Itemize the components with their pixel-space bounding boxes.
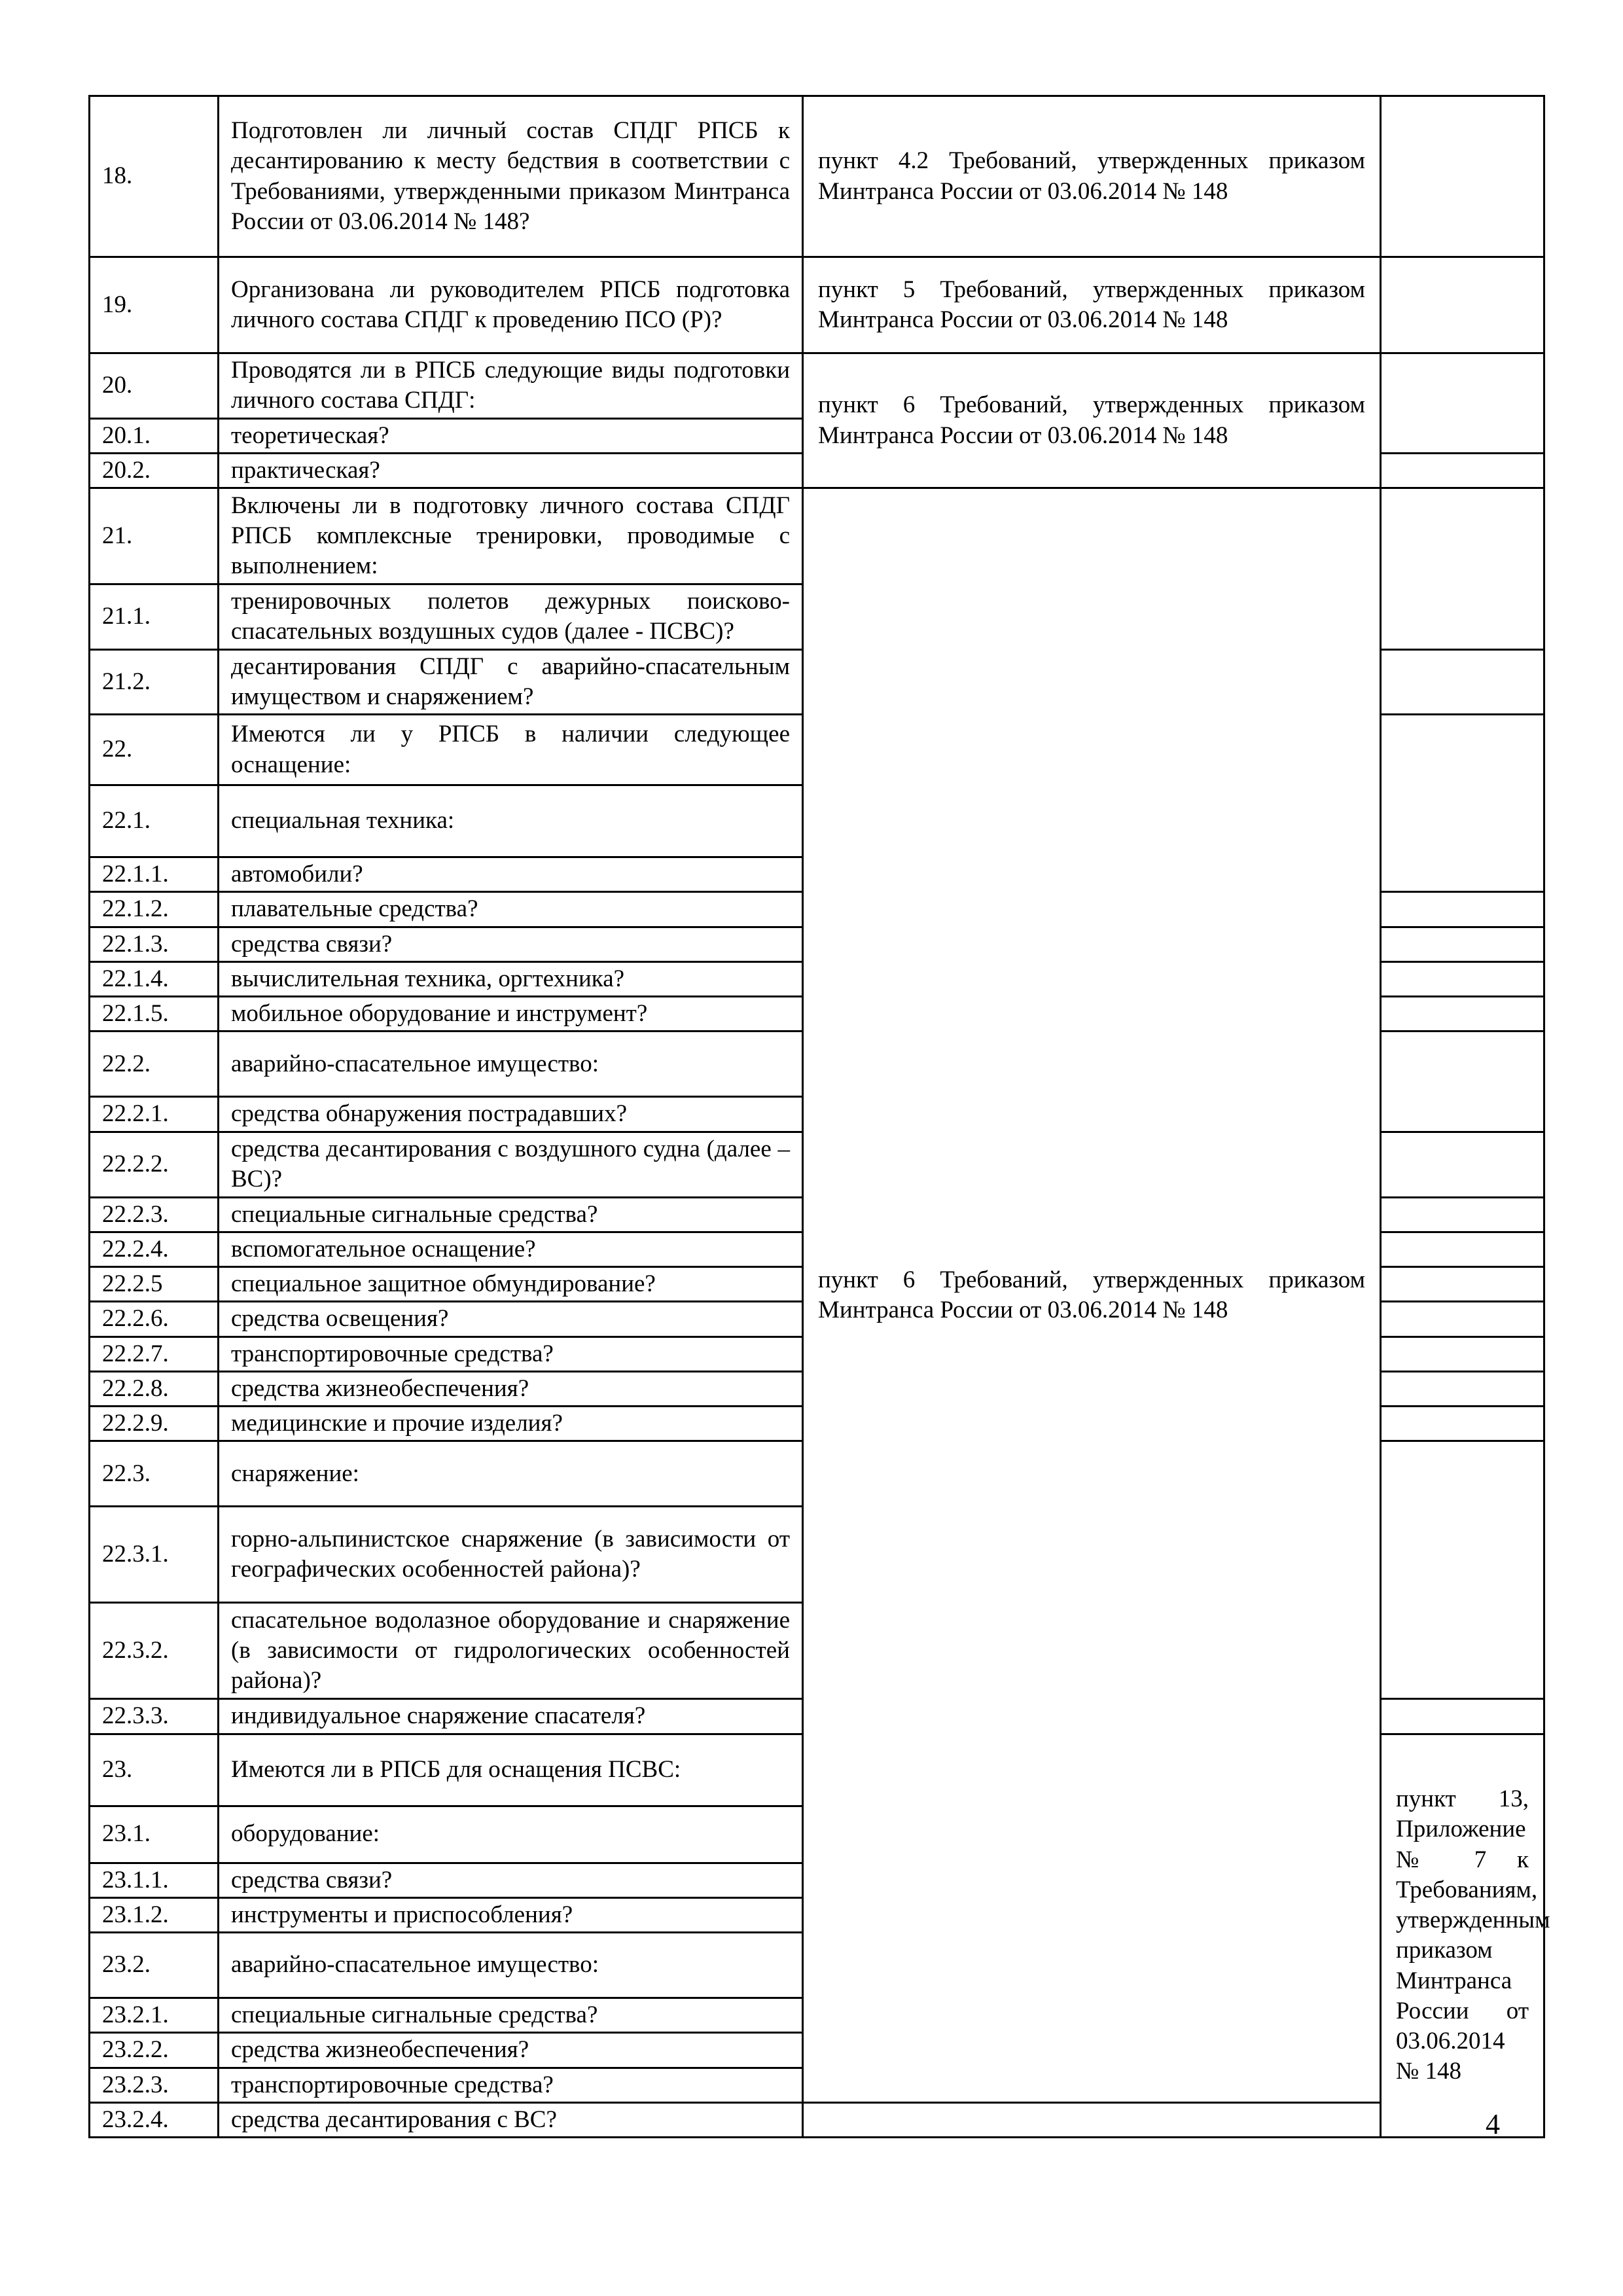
item-number: 23.2.2. xyxy=(90,2033,219,2068)
item-number: 22.3.1. xyxy=(90,1507,219,1603)
item-number: 22.1. xyxy=(90,785,219,857)
question-text: средства связи? xyxy=(219,927,803,961)
question-text: специальные сигнальные средства? xyxy=(219,1197,803,1232)
item-number: 21.1. xyxy=(90,584,219,650)
item-number: 22.2.5 xyxy=(90,1267,219,1302)
item-number: 22.2.2. xyxy=(90,1132,219,1197)
answer-cell[interactable] xyxy=(1381,488,1544,650)
question-text: Проводятся ли в РПСБ следующие виды подготовки личного состава СПДГ: xyxy=(219,353,803,419)
answer-cell[interactable] xyxy=(803,2102,1381,2137)
answer-cell[interactable] xyxy=(1381,1441,1544,1699)
answer-cell[interactable] xyxy=(1381,1031,1544,1132)
item-number: 22.3.2. xyxy=(90,1603,219,1699)
item-number: 23.1.2. xyxy=(90,1897,219,1932)
table-row xyxy=(90,257,1544,353)
question-text: оборудование: xyxy=(219,1806,803,1863)
question-text: автомобили? xyxy=(219,857,803,892)
item-number: 22.2. xyxy=(90,1031,219,1097)
question-text: средства десантирования с воздушного судна (далее – ВС)? xyxy=(219,1132,803,1197)
item-number: 23.1.1. xyxy=(90,1863,219,1897)
item-number: 22.2.7. xyxy=(90,1336,219,1371)
item-number: 22.3. xyxy=(90,1441,219,1507)
question-text: горно-альпинистское снаряжение (в зависимости от географических особенностей района)? xyxy=(219,1507,803,1603)
answer-cell[interactable] xyxy=(1381,927,1544,961)
item-number: 23.2.3. xyxy=(90,2068,219,2102)
answer-cell[interactable] xyxy=(1381,257,1544,353)
item-number: 23.2.1. xyxy=(90,1998,219,2033)
answer-cell[interactable] xyxy=(1381,649,1544,715)
question-text: транспортировочные средства? xyxy=(219,2068,803,2102)
question-text: Имеются ли у РПСБ в наличии следующее оснащение: xyxy=(219,715,803,785)
item-number: 22.2.8. xyxy=(90,1371,219,1406)
answer-cell[interactable] xyxy=(1381,1371,1544,1406)
item-number: 20. xyxy=(90,353,219,419)
answer-cell[interactable] xyxy=(1381,1407,1544,1441)
legal-reference: пункт 13, Приложение № 7 к Требованиям, утвержденным приказом Минтранса России от 03.06.2014 № 148 xyxy=(1381,1734,1544,2138)
question-text: специальные сигнальные средства? xyxy=(219,1998,803,2033)
question-text: Имеются ли в РПСБ для оснащения ПСВС: xyxy=(219,1734,803,1806)
question-text: плавательные средства? xyxy=(219,892,803,927)
question-text: средства связи? xyxy=(219,1863,803,1897)
question-text: снаряжение: xyxy=(219,1441,803,1507)
question-text: аварийно-спасательное имущество: xyxy=(219,1933,803,1998)
answer-cell[interactable] xyxy=(1381,1267,1544,1302)
legal-reference: пункт 6 Требований, утвержденных приказом Минтранса России от 03.06.2014 № 148 xyxy=(803,488,1381,2103)
question-text: десантирования СПДГ с аварийно-спасательным имуществом и снаряжением? xyxy=(219,649,803,715)
question-text: индивидуальное снаряжение спасателя? xyxy=(219,1699,803,1734)
item-number: 22.2.9. xyxy=(90,1407,219,1441)
page-number: 4 xyxy=(1486,2108,1500,2140)
answer-cell[interactable] xyxy=(1381,1302,1544,1336)
item-number: 20.1. xyxy=(90,418,219,453)
item-number: 23.2.4. xyxy=(90,2102,219,2137)
answer-cell[interactable] xyxy=(1381,1232,1544,1266)
item-number: 23.2. xyxy=(90,1933,219,1998)
question-text: практическая? xyxy=(219,453,803,488)
item-number: 22.2.6. xyxy=(90,1302,219,1336)
item-number: 22. xyxy=(90,715,219,785)
item-number: 22.2.4. xyxy=(90,1232,219,1266)
answer-cell[interactable] xyxy=(1381,715,1544,892)
question-text: специальное защитное обмундирование? xyxy=(219,1267,803,1302)
item-number: 19. xyxy=(90,257,219,353)
item-number: 22.1.4. xyxy=(90,961,219,996)
answer-cell[interactable] xyxy=(1381,1336,1544,1371)
question-text: вычислительная техника, оргтехника? xyxy=(219,961,803,996)
table-row xyxy=(90,2102,1544,2137)
item-number: 22.3.3. xyxy=(90,1699,219,1734)
question-text: мобильное оборудование и инструмент? xyxy=(219,997,803,1031)
question-text: транспортировочные средства? xyxy=(219,1336,803,1371)
legal-reference: пункт 4.2 Требований, утвержденных приказом Минтранса России от 03.06.2014 № 148 xyxy=(803,96,1381,257)
item-number: 20.2. xyxy=(90,453,219,488)
answer-cell[interactable] xyxy=(1381,1197,1544,1232)
legal-reference: пункт 5 Требований, утвержденных приказом Минтранса России от 03.06.2014 № 148 xyxy=(803,257,1381,353)
answer-cell[interactable] xyxy=(1381,892,1544,927)
question-text: средства жизнеобеспечения? xyxy=(219,1371,803,1406)
answer-cell[interactable] xyxy=(1381,1699,1544,1734)
table-row xyxy=(90,96,1544,257)
question-text: аварийно-спасательное имущество: xyxy=(219,1031,803,1097)
answer-cell[interactable] xyxy=(1381,453,1544,488)
question-text: Включены ли в подготовку личного состава СПДГ РПСБ комплексные тренировки, проводимые с выполнением: xyxy=(219,488,803,584)
item-number: 22.1.5. xyxy=(90,997,219,1031)
question-text: специальная техника: xyxy=(219,785,803,857)
question-text: средства десантирования с ВС? xyxy=(219,2102,803,2137)
table-row xyxy=(90,353,1544,419)
item-number: 22.1.1. xyxy=(90,857,219,892)
item-number: 18. xyxy=(90,96,219,257)
question-text: вспомогательное оснащение? xyxy=(219,1232,803,1266)
question-text: инструменты и приспособления? xyxy=(219,1897,803,1932)
question-text: теоретическая? xyxy=(219,418,803,453)
question-text: тренировочных полетов дежурных поисково-спасательных воздушных судов (далее - ПСВС)? xyxy=(219,584,803,650)
question-text: Подготовлен ли личный состав СПДГ РПСБ к десантированию к месту бедствия в соответствии с Требованиями, утвержденными приказом Минтранса России от 03.06.2014 № 148? xyxy=(219,96,803,257)
answer-cell[interactable] xyxy=(1381,353,1544,454)
legal-reference: пункт 6 Требований, утвержденных приказом Минтранса России от 03.06.2014 № 148 xyxy=(803,353,1381,488)
answer-cell[interactable] xyxy=(1381,961,1544,996)
question-text: средства освещения? xyxy=(219,1302,803,1336)
item-number: 23.1. xyxy=(90,1806,219,1863)
item-number: 22.2.1. xyxy=(90,1097,219,1132)
question-text: медицинские и прочие изделия? xyxy=(219,1407,803,1441)
item-number: 23. xyxy=(90,1734,219,1806)
item-number: 21.2. xyxy=(90,649,219,715)
answer-cell[interactable] xyxy=(1381,1132,1544,1197)
item-number: 22.1.3. xyxy=(90,927,219,961)
question-text: средства жизнеобеспечения? xyxy=(219,2033,803,2068)
checklist-table xyxy=(88,95,1550,2138)
question-text: спасательное водолазное оборудование и снаряжение (в зависимости от гидрологических особенностей района)? xyxy=(219,1603,803,1699)
answer-cell[interactable] xyxy=(1381,997,1544,1031)
item-number: 22.2.3. xyxy=(90,1197,219,1232)
question-text: средства обнаружения пострадавших? xyxy=(219,1097,803,1132)
question-text: Организована ли руководителем РПСБ подготовка личного состава СПДГ к проведению ПСО (Р)? xyxy=(219,257,803,353)
item-number: 21. xyxy=(90,488,219,584)
table-row xyxy=(90,488,1544,584)
item-number: 22.1.2. xyxy=(90,892,219,927)
answer-cell[interactable] xyxy=(1381,96,1544,257)
